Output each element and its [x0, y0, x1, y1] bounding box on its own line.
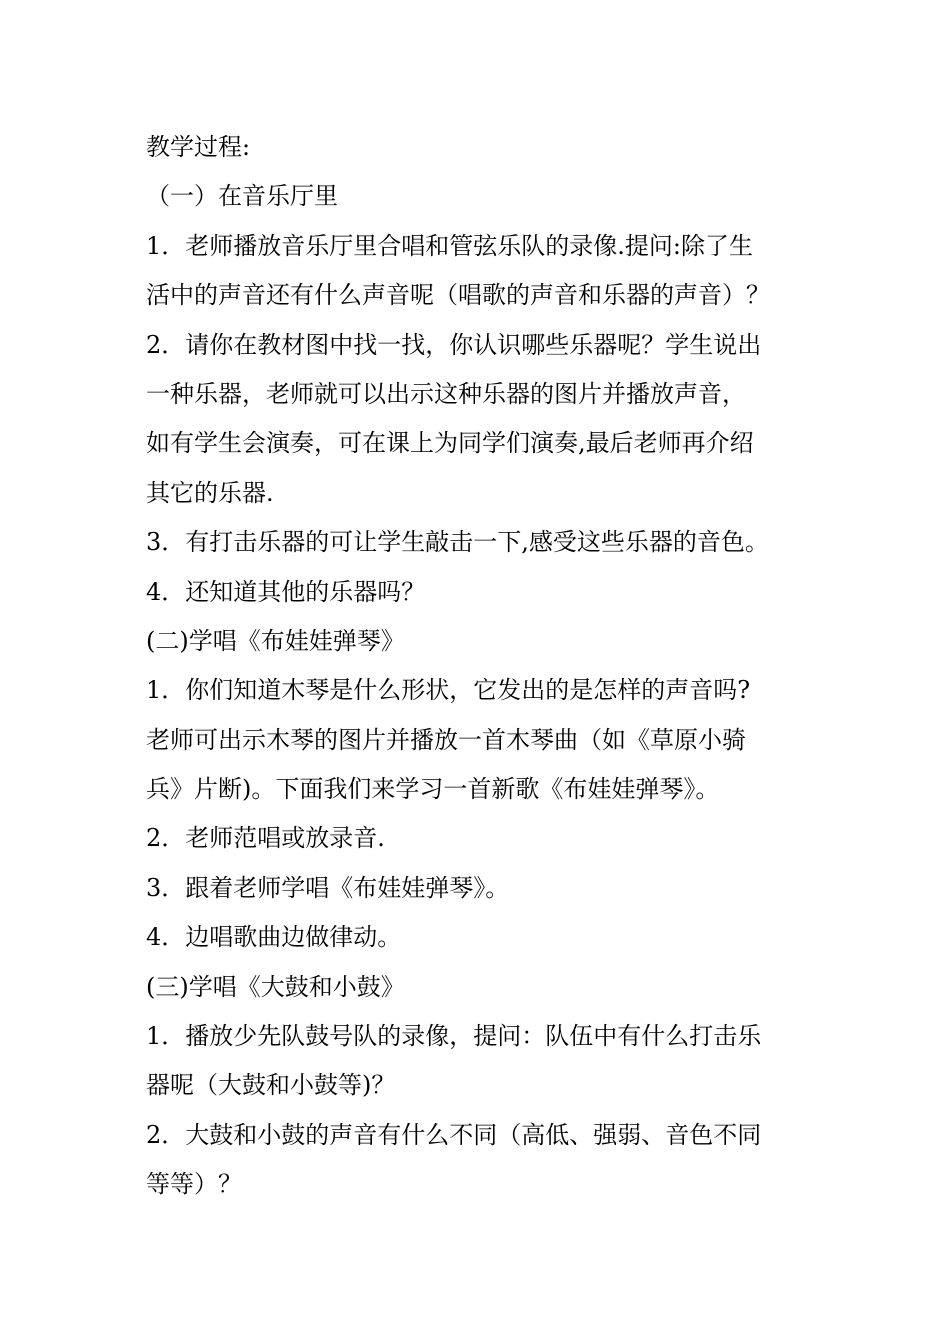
paragraph-line: 2．大鼓和小鼓的声音有什么不同（高低、强弱、音色不同 [146, 1120, 762, 1149]
paragraph-line: 4．还知道其他的乐器吗？ [146, 577, 426, 606]
paragraph-line: 其它的乐器. [146, 478, 274, 507]
paragraph-line: 3．有打击乐器的可让学生敲击一下,感受这些乐器的音色。 [146, 528, 769, 557]
paragraph-line: 3．跟着老师学唱《布娃娃弹琴》。 [146, 873, 510, 902]
paragraph-line: 1．播放少先队鼓号队的录像，提问：队伍中有什么打击乐 [146, 1022, 762, 1051]
section-heading-teaching-process: 教学过程: [146, 133, 251, 161]
subheading-concert-hall: （一）在音乐厅里 [146, 182, 338, 211]
paragraph-line: 1．你们知道木琴是什么形状，它发出的是怎样的声音吗? [146, 676, 751, 705]
paragraph-line: 活中的声音还有什么声音呢（唱歌的声音和乐器的声音）？ [146, 281, 770, 310]
subheading-big-small-drum: (三)学唱《大鼓和小鼓》 [146, 972, 405, 1001]
paragraph-line: 器呢（大鼓和小鼓等)？ [146, 1071, 396, 1100]
paragraph-line: 2．老师范唱或放录音. [146, 824, 385, 853]
subheading-doll-piano: (二)学唱《布娃娃弹琴》 [146, 626, 405, 655]
paragraph-line: 兵》片断)。下面我们来学习一首新歌《布娃娃弹琴》。 [146, 775, 720, 804]
document-body [146, 123, 806, 1210]
paragraph-line: 如有学生会演奏，可在课上为同学们演奏,最后老师再介绍 [146, 429, 754, 458]
paragraph-line: 2．请你在教材图中找一找，你认识哪些乐器呢？学生说出 [146, 330, 762, 359]
paragraph-line: 一种乐器，老师就可以出示这种乐器的图片并播放声音， [146, 379, 746, 408]
paragraph-line: 等等）？ [146, 1170, 242, 1199]
paragraph-line: 1．老师播放音乐厅里合唱和管弦乐队的录像.提问:除了生 [146, 231, 753, 260]
paragraph-line: 老师可出示木琴的图片并播放一首木琴曲（如《草原小骑 [146, 725, 746, 754]
paragraph-line: 4．边唱歌曲边做律动。 [146, 923, 402, 952]
